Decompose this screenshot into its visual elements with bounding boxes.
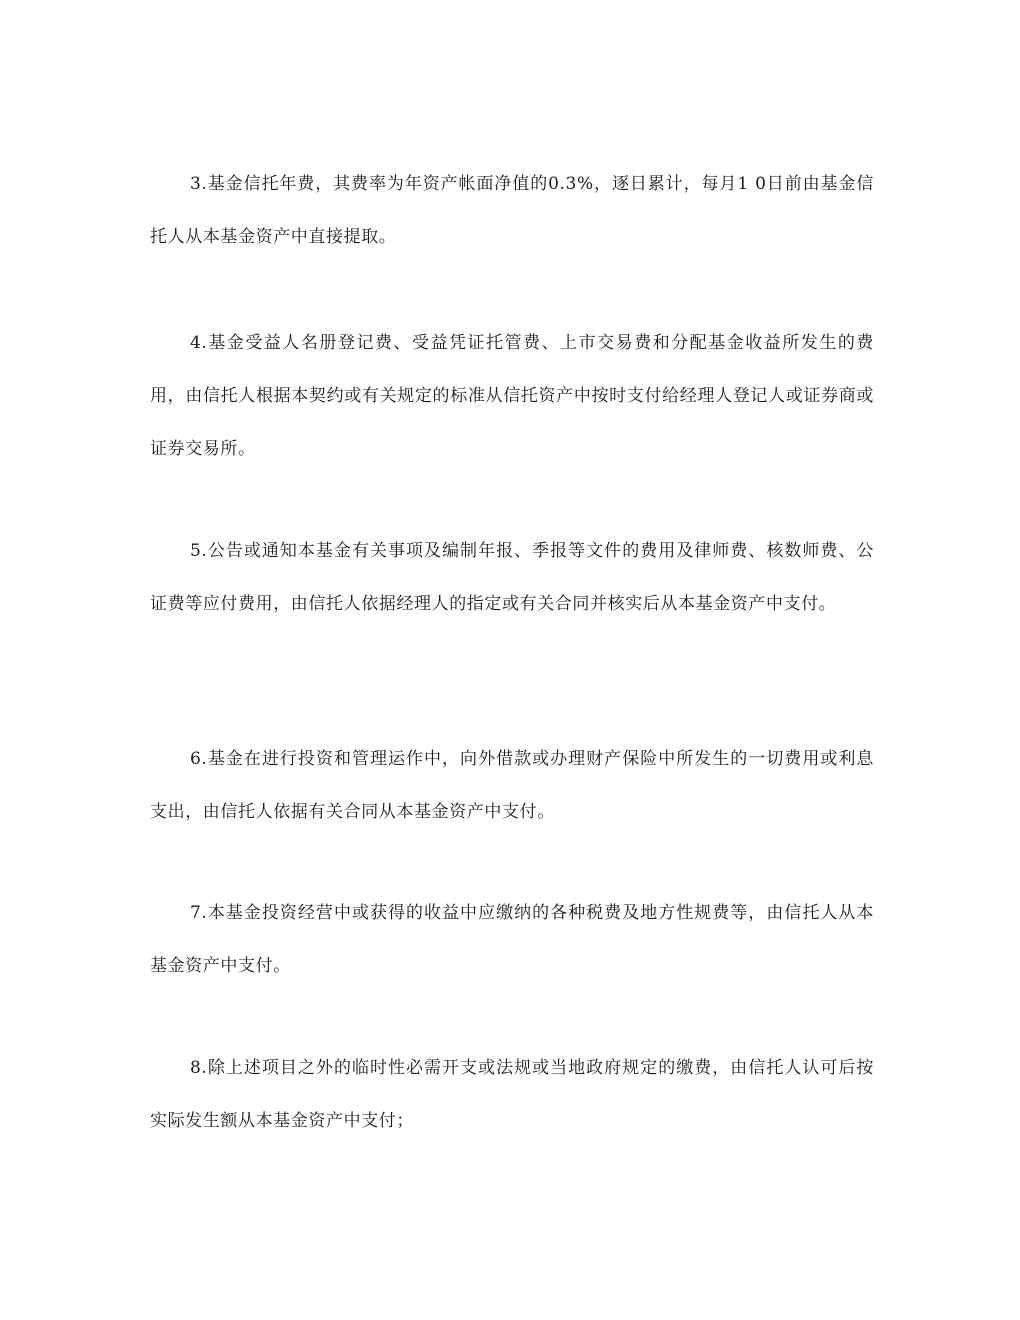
paragraph-item-8: 8.除上述项目之外的临时性必需开支或法规或当地政府规定的缴费，由信托人认可后按实际发生额从本基金资产中支付；: [150, 1058, 874, 1131]
paragraph-item-6: 6.基金在进行投资和管理运作中，向外借款或办理财产保险中所发生的一切费用或利息支出，由信托人依据有关合同从本基金资产中支付。: [150, 749, 874, 822]
paragraph-item-3: 3.基金信托年费，其费率为年资产帐面净值的0.3%，逐日累计，每月1 0日前由基金信托人从本基金资产中直接提取。: [150, 174, 874, 247]
paragraph-item-5: 5.公告或通知本基金有关事项及编制年报、季报等文件的费用及律师费、核数师费、公证费等应付费用，由信托人依据经理人的指定或有关合同并核实后从本基金资产中支付。: [150, 541, 874, 614]
paragraph-item-4: 4.基金受益人名册登记费、受益凭证托管费、上市交易费和分配基金收益所发生的费用，由信托人根据本契约或有关规定的标准从信托资产中按时支付给经理人登记人或证券商或证券交易所。: [150, 333, 874, 459]
paragraph-item-7: 7.本基金投资经营中或获得的收益中应缴纳的各种税费及地方性规费等，由信托人从本基金资产中支付。: [150, 903, 874, 976]
